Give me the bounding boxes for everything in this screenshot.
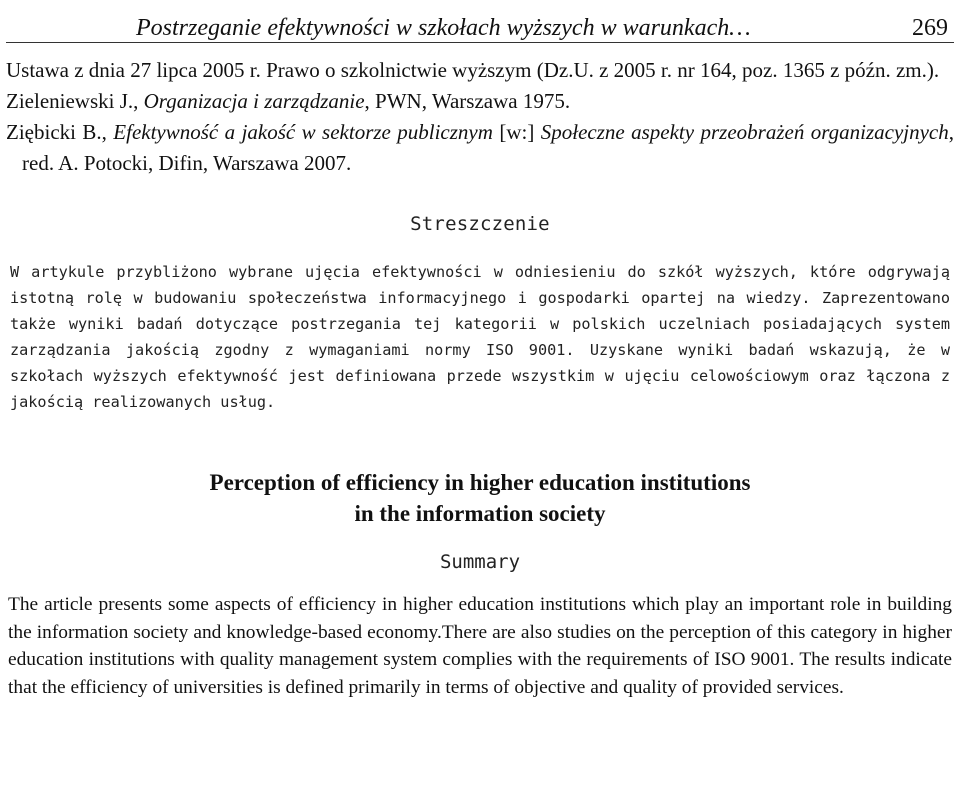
reference-author: Zieleniewski J., (6, 89, 144, 113)
reference-author: Ziębicki B., (6, 120, 114, 144)
reference-text: Ustawa z dnia 27 lipca 2005 r. Prawo o szkolnictwie wyższym (Dz.U. z 2005 r. nr 164, poz. 1365 z późn. zm.). (6, 58, 940, 82)
reference-title: Organizacja i zarządzanie (143, 89, 365, 113)
reference-item (6, 117, 954, 179)
english-title (6, 467, 954, 529)
english-title-line1: Perception of efficiency in higher education institutions (209, 470, 751, 495)
reference-title: Efektywność a jakość w sektorze publicznym (113, 120, 493, 144)
english-title-line2: in the information society (354, 501, 606, 526)
reference-book-title: Społeczne aspekty przeobrażeń organizacyjnych (540, 120, 949, 144)
running-title: Postrzeganie efektywności w szkołach wyższych w warunkach… (136, 15, 751, 41)
reference-item (6, 55, 954, 86)
summary-body: The article presents some aspects of efficiency in higher education institutions which play an important role in building the information society and knowledge-based economy.There are also studies on the perception of this category in higher education institutions with quality management system complies with the requirements of ISO 9001. The results indicate that the efficiency of universities is defined primarily in terms of objective and quality of provided services. (8, 594, 952, 698)
reference-publisher: , red. A. Potocki, Difin, Warszawa 2007. (22, 120, 954, 175)
summary-heading: Summary (439, 551, 521, 573)
reference-item (6, 86, 954, 117)
running-header (6, 0, 954, 43)
abstract-body-pl: W artykule przybliżono wybrane ujęcia efektywności w odniesieniu do szkół wyższych, które odgrywają istotną rolę w budowaniu społeczeństwa informacyjnego i gospodarki opartej na wiedzy. Zaprezentowano także wyniki badań dotyczące postrzegania tej kategorii w polskich uczelniach posiadających system zarządzania jakością zgodny z wymaganiami normy ISO 9001. Uzyskane wyniki badań wskazują, że w szkołach wyższych efektywność jest definiowana przede wszystkim w ujęciu celowościowym oraz łączona z jakością realizowanych usług. (10, 263, 950, 411)
reference-publisher: , PWN, Warszawa 1975. (364, 89, 571, 113)
reference-list (6, 55, 954, 179)
reference-in: [w:] (492, 120, 541, 144)
page-number: 269 (912, 15, 948, 41)
abstract-heading-pl: Streszczenie (410, 213, 550, 235)
